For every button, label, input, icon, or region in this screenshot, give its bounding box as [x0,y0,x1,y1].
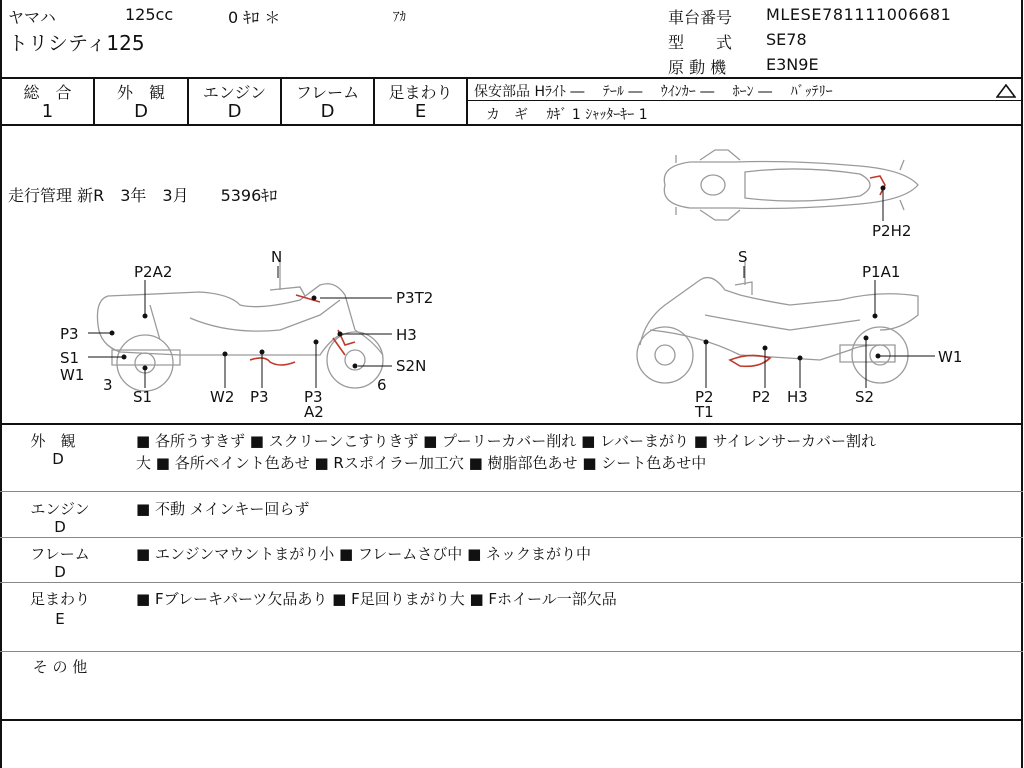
note-other-label: そ の 他 [32,658,88,676]
note-exterior-line-2: 大 ■ 各所ペイント色あせ ■ Rスポイラー加工穴 ■ 樹脂部色あせ ■ シート色あせ中 [136,454,707,472]
label-left-w2: W2 [210,388,235,406]
grade-exterior-label: 外 観 [116,83,165,102]
grade-sep-5 [466,78,468,125]
grade-exterior-value: D [134,101,148,122]
label-left-6: 6 [377,376,387,394]
maker-label: ヤマハ [8,8,56,27]
divider-notes-2 [0,537,1023,538]
frame-number-value: MLESE781111006681 [766,5,952,24]
note-exterior-grade: D [52,450,64,468]
divider-notes-3 [0,582,1023,583]
displacement-label: 125cc [125,5,174,24]
engine-label: 原 動 機 [668,58,727,77]
engine-value: E3N9E [766,55,819,74]
note-suspension-grade: E [55,610,65,628]
note-suspension-label: 足まわり [29,590,90,608]
label-right-s2: S2 [855,388,875,406]
note-frame-grade: D [54,563,66,581]
label-right-p2-mid: P2 [752,388,771,406]
label-right-s: S [738,248,748,266]
label-right-h3: H3 [787,388,808,406]
model-name: トリシティ125 [8,31,145,55]
triangle-icon [996,84,1016,98]
label-right-w1: W1 [938,348,963,366]
grade-frame-value: D [320,101,335,122]
mileage-top-label: 0 ｷﾛ ＊ [228,8,281,27]
top-view-sketch [664,150,918,220]
leader-dots [110,186,886,371]
type-value: SE78 [766,30,807,49]
safety-parts-line: 保安部品 Hﾗｲﾄ ― ﾃｰﾙ ― ｳｲﾝｶｰ ― ﾎｰﾝ ― ﾊﾞｯﾃﾘｰ [474,84,833,100]
grade-suspension-value: E [414,101,427,122]
label-right-p1a1: P1A1 [862,263,901,281]
divider-header [0,77,1023,79]
label-left-n: N [271,248,283,266]
grade-suspension-label: 足まわり [388,83,453,102]
divider-diagram [0,423,1023,425]
label-left-3: 3 [103,376,113,394]
label-left-a2: A2 [304,403,324,421]
grade-engine-label: エンジン [202,83,267,102]
label-left-p3-mid: P3 [250,388,269,406]
note-frame-line-1: ■ エンジンマウントまがり小 ■ フレームさび中 ■ ネックまがり中 [136,545,592,563]
label-left-p3-upper: P3 [60,325,79,343]
label-top-p2h2: P2H2 [872,222,912,240]
label-right-p2-front: P2 [695,388,714,406]
note-frame-label: フレーム [30,545,90,563]
label-left-p3-lower: P3 [304,388,323,406]
odometer-line: 走行管理 新R 3年 3月 5396ｷﾛ [8,186,278,205]
leader-lines [88,188,935,388]
note-engine-line-1: ■ 不動 メインキー回らず [136,500,310,518]
note-engine-label: エンジン [30,500,90,518]
label-left-h3: H3 [396,326,417,344]
label-left-w1: W1 [60,366,85,384]
divider-bottom [0,719,1023,721]
left-side-view-sketch [97,262,383,391]
frame-number-label: 車台番号 [668,8,733,27]
divider-notes-4 [0,651,1023,652]
label-left-s2n: S2N [396,357,427,375]
color-label: ｱｶ [393,10,406,25]
label-left-p3t2: P3T2 [396,289,434,307]
note-suspension-line-1: ■ Fブレーキパーツ欠品あり ■ F足回りまがり大 ■ Fホイール一部欠品 [136,590,617,608]
label-left-s1-bottom: S1 [133,388,153,406]
grade-total-value: 1 [41,101,54,122]
keys-line: カ ギ ｶｷﾞ 1 ｼｬｯﾀｰｷｰ 1 [486,107,648,123]
divider-notes-1 [0,491,1023,492]
vehicle-damage-diagram [0,126,1022,423]
grade-frame-label: フレーム [295,83,360,102]
label-left-s1: S1 [60,349,80,367]
type-label: 型 式 [668,33,733,52]
label-right-t1: T1 [695,403,714,421]
note-exterior-label: 外 観 [30,432,76,450]
note-engine-grade: D [54,518,66,536]
damage-marks [250,176,885,366]
grade-total-label: 総 合 [23,83,72,102]
note-exterior-line-1: ■ 各所うすきず ■ スクリーンこすりきず ■ プーリーカバー削れ ■ レバーまがり ■ サイレンサーカバー割れ [136,432,876,450]
label-left-p2a2: P2A2 [134,263,173,281]
grade-engine-value: D [227,101,242,122]
